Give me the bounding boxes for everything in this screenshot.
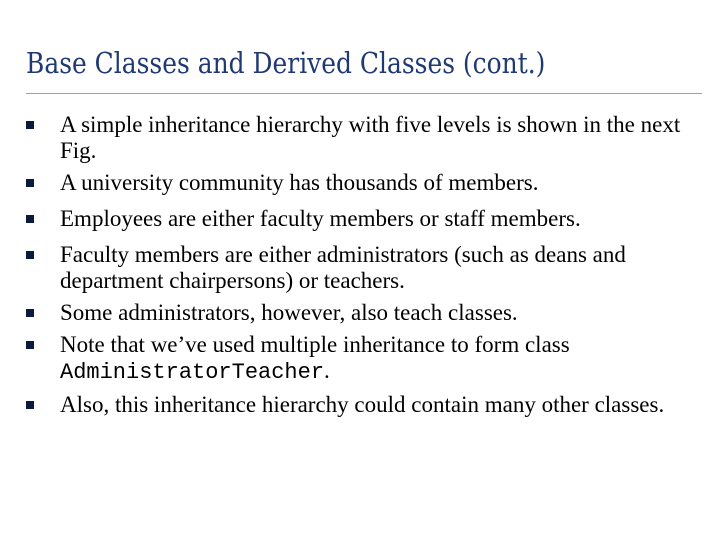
title-divider [26,93,702,94]
square-bullet-icon [26,309,34,317]
bullet-item [26,392,696,418]
bullet-text: A university community has thousands of members. [60,170,539,195]
bullet-text: Faculty members are either administrators (such as deans and department chairpersons) or teachers. [60,242,626,293]
slide-title: Base Classes and Derived Classes (cont.) [26,46,546,80]
bullet-text: Employees are either faculty members or staff members. [60,206,581,231]
square-bullet-icon [26,251,34,259]
bullet-text: Also, this inheritance hierarchy could contain many other classes. [60,392,665,417]
bullet-item [26,300,696,326]
bullet-text: A simple inheritance hierarchy with five levels is shown in the next Fig. [60,112,681,163]
bullet-item [26,332,696,386]
square-bullet-icon [26,179,34,187]
bullet-item [26,206,696,232]
bullet-suffix: . [324,358,330,383]
bullet-item [26,242,696,294]
square-bullet-icon [26,215,34,223]
square-bullet-icon [26,121,34,129]
bullet-item [26,112,696,164]
square-bullet-icon [26,341,34,349]
bullet-list [26,112,696,424]
bullet-text: Some administrators, however, also teach classes. [60,300,518,325]
square-bullet-icon [26,401,34,409]
code-class-name: AdministratorTeacher [60,360,325,385]
bullet-item [26,170,696,196]
bullet-text: Note that we’ve used multiple inheritance to form class [60,332,570,357]
